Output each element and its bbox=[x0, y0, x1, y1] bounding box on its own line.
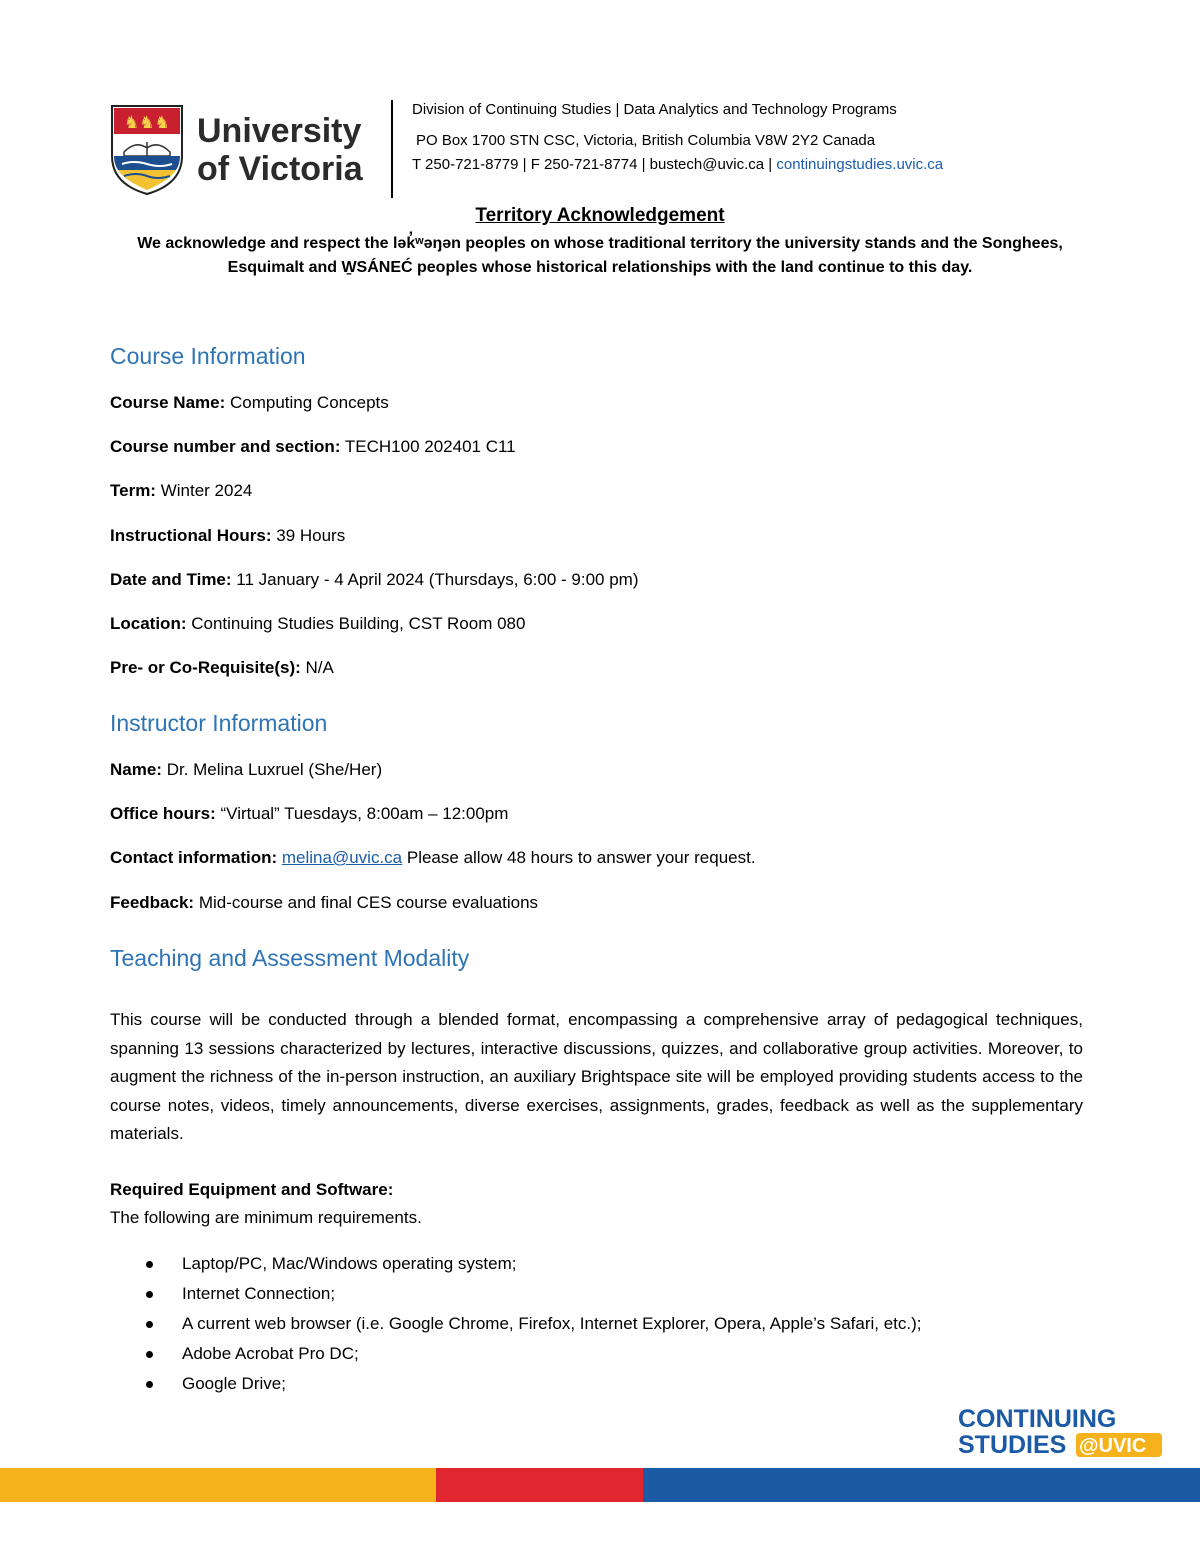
list-item bbox=[140, 1341, 922, 1371]
list-item bbox=[140, 1281, 922, 1311]
bullet-icon bbox=[146, 1291, 153, 1298]
header-contact-text: T 250-721-8779 | F 250-721-8774 | bustech@uvic.ca | bbox=[412, 156, 777, 173]
equipment-heading-text: Required Equipment and Software: bbox=[110, 1180, 394, 1199]
field-label: Feedback: bbox=[110, 893, 195, 912]
svg-text:♞♞♞: ♞♞♞ bbox=[124, 113, 170, 133]
instructional-hours-field bbox=[110, 526, 345, 546]
field-label: Term: bbox=[110, 481, 156, 500]
website-link[interactable]: continuingstudies.uvic.ca bbox=[776, 156, 944, 173]
field-label: Course Name: bbox=[110, 393, 226, 412]
instructor-information-heading: Instructor Information bbox=[110, 710, 328, 736]
list-item-text: Laptop/PC, Mac/Windows operating system; bbox=[182, 1254, 517, 1273]
bullet-icon bbox=[146, 1261, 153, 1268]
contact-information-field bbox=[110, 848, 756, 868]
course-name-field bbox=[110, 393, 389, 413]
equipment-list bbox=[140, 1251, 922, 1401]
field-value: TECH100 202401 C11 bbox=[340, 437, 516, 456]
list-item-text: Internet Connection; bbox=[182, 1284, 336, 1303]
field-value: Dr. Melina Luxruel (She/Her) bbox=[161, 760, 383, 779]
logo-text-line2: of Victoria bbox=[197, 150, 363, 188]
field-label: Office hours: bbox=[110, 804, 216, 823]
header-divider bbox=[391, 100, 393, 198]
location-field bbox=[110, 614, 525, 634]
teaching-paragraph: This course will be conducted through a blended format, encompassing a comprehensive array of pedagogical techniques, spanning 13 sessions characterized by lectures, interactive discussions, quizzes, and collaborative group activities. Moreover, to augment the richness of the in-person instruction, an auxiliary Brightspace site will be employed providing students access to the course notes, videos, timely announcements, diverse exercises, assignments, grades, feedback as well as the supplementary materials. bbox=[110, 1010, 1083, 1143]
field-label: Instructional Hours: bbox=[110, 526, 272, 545]
list-item bbox=[140, 1371, 922, 1401]
prerequisite-field bbox=[110, 658, 334, 678]
field-value: 11 January - 4 April 2024 (Thursdays, 6:00 - 9:00 pm) bbox=[231, 570, 639, 589]
field-label: Name: bbox=[110, 760, 162, 779]
acknowledgement-line-1: We acknowledge and respect the lək̓ʷəŋən peoples on whose traditional territory the university stands and the Songhees, bbox=[137, 235, 1063, 252]
field-label: Course number and section: bbox=[110, 437, 341, 456]
list-item-text: A current web browser (i.e. Google Chrome, Firefox, Internet Explorer, Opera, Apple’s Safari, etc.); bbox=[182, 1314, 922, 1333]
field-label: Pre- or Co-Requisite(s): bbox=[110, 658, 301, 677]
course-number-field bbox=[110, 437, 516, 457]
list-item-text: Adobe Acrobat Pro DC; bbox=[182, 1344, 359, 1363]
field-label: Contact information: bbox=[110, 848, 278, 867]
instructor-name-field bbox=[110, 760, 382, 780]
bullet-icon bbox=[146, 1321, 153, 1328]
instructor-email-link[interactable]: melina@uvic.ca bbox=[281, 848, 403, 867]
equipment-heading bbox=[110, 1180, 393, 1200]
list-item bbox=[140, 1311, 922, 1341]
footer-bar-red bbox=[436, 1468, 643, 1502]
acknowledgement-title: Territory Acknowledgement bbox=[475, 205, 725, 226]
bullet-icon bbox=[146, 1381, 153, 1388]
teaching-modality-heading: Teaching and Assessment Modality bbox=[110, 945, 470, 971]
list-item-text: Google Drive; bbox=[182, 1374, 286, 1393]
footer-bar-blue bbox=[643, 1468, 1200, 1502]
acknowledgement-line-2: Esquimalt and W̱SÁNEĆ peoples whose historical relationships with the land continue to this day. bbox=[227, 259, 973, 276]
feedback-field bbox=[110, 893, 538, 913]
field-value: 39 Hours bbox=[271, 526, 346, 545]
contact-note: Please allow 48 hours to answer your request. bbox=[402, 848, 756, 867]
office-hours-field bbox=[110, 804, 508, 824]
cs-logo-line2: STUDIES bbox=[958, 1431, 1067, 1458]
cs-logo-tag: @UVIC bbox=[1079, 1435, 1147, 1457]
equipment-intro: The following are minimum requirements. bbox=[110, 1208, 422, 1227]
field-value: N/A bbox=[300, 658, 334, 677]
university-of-victoria-logo bbox=[110, 104, 380, 196]
course-information-heading: Course Information bbox=[110, 343, 306, 369]
header-contact-line bbox=[412, 156, 943, 173]
field-value: Mid-course and final CES course evaluations bbox=[194, 893, 539, 912]
header-address-line: PO Box 1700 STN CSC, Victoria, British Columbia V8W 2Y2 Canada bbox=[416, 132, 876, 149]
date-time-field bbox=[110, 570, 639, 590]
field-value: Winter 2024 bbox=[155, 481, 253, 500]
field-value: Computing Concepts bbox=[225, 393, 389, 412]
field-value: “Virtual” Tuesdays, 8:00am – 12:00pm bbox=[215, 804, 509, 823]
logo-text-line1: University bbox=[197, 112, 362, 150]
list-item bbox=[140, 1251, 922, 1281]
term-field bbox=[110, 481, 252, 501]
header-division-line: Division of Continuing Studies | Data Analytics and Technology Programs bbox=[412, 101, 897, 118]
cs-logo-line1: CONTINUING bbox=[958, 1405, 1117, 1433]
bullet-icon bbox=[146, 1351, 153, 1358]
footer-bar-yellow bbox=[0, 1468, 436, 1502]
field-value: Continuing Studies Building, CST Room 080 bbox=[186, 614, 526, 633]
continuing-studies-logo bbox=[956, 1403, 1166, 1458]
field-label: Location: bbox=[110, 614, 187, 633]
field-label: Date and Time: bbox=[110, 570, 232, 589]
